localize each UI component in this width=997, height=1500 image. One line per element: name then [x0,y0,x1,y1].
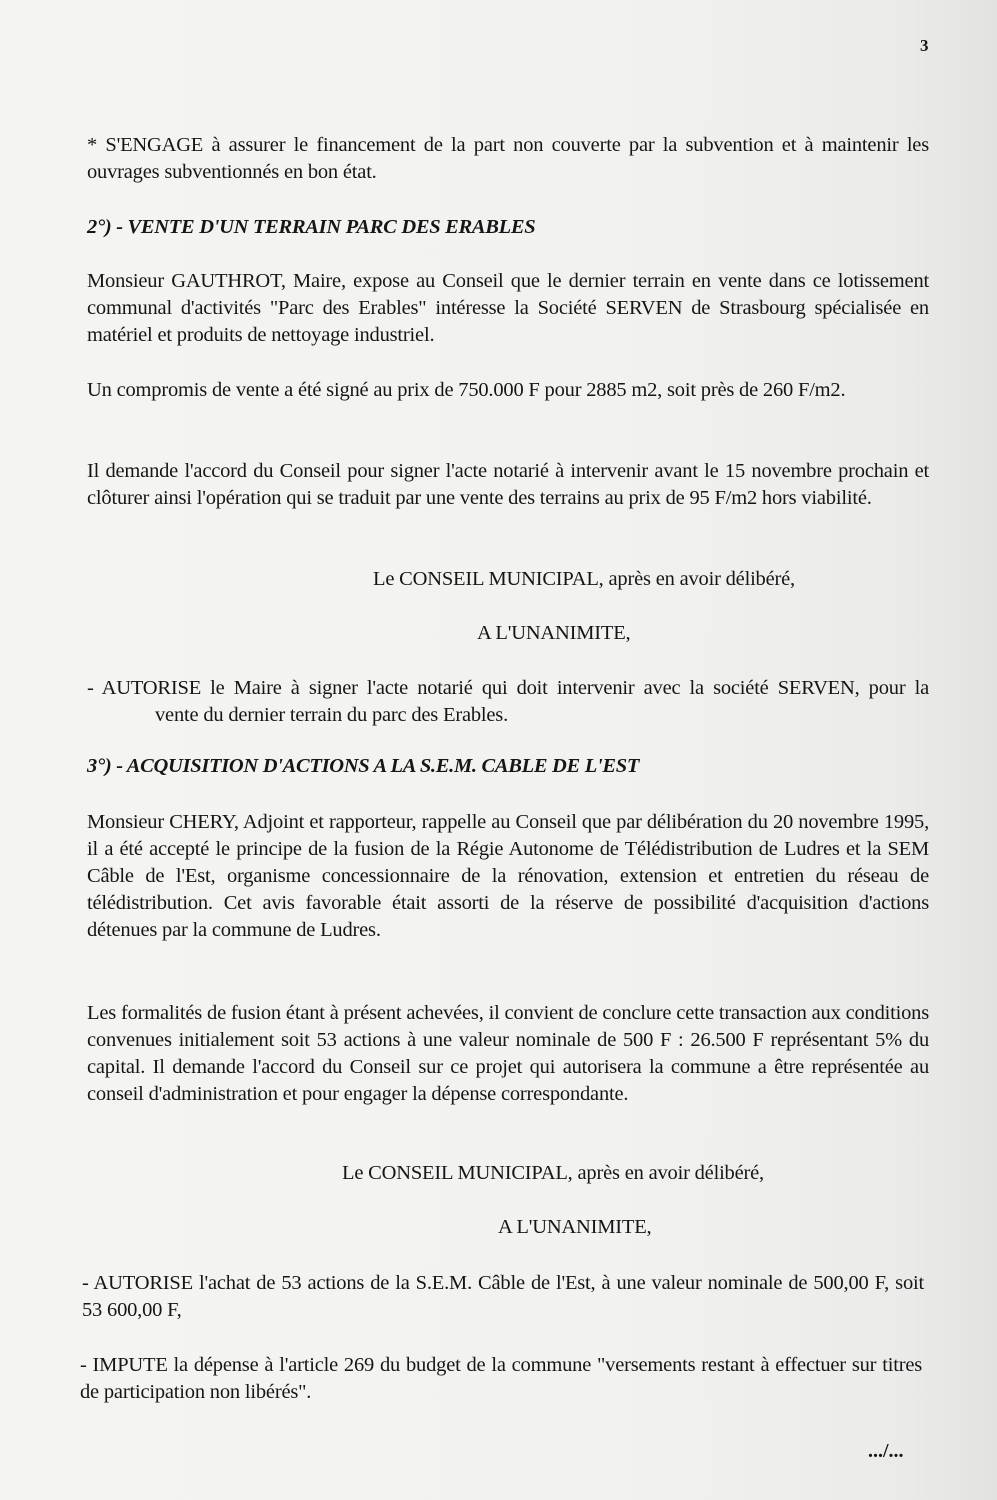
section-2-heading: 2°) - VENTE D'UN TERRAIN PARC DES ERABLES [87,216,536,238]
page-number: 3 [920,36,929,55]
section-2-paragraph-3: Il demande l'accord du Conseil pour signer l'acte notarié à intervenir avant le 15 novembre prochain et clôturer ainsi l'opération qui se traduit par une vente des terrains au prix de 95 F/m2 hors viabilité. [87,460,929,509]
section-3-paragraph-1: Monsieur CHERY, Adjoint et rapporteur, rappelle au Conseil que par délibération du 20 novembre 1995, il a été accepté le principe de la fusion de la Régie Autonome de Télédistribution de Ludres et la SEM Câble de l'Est, organisme concessionnaire de la rénovation, extension et entretien du réseau de télédistribution. Cet avis favorable était assorti de la réserve de possibilité d'acquisition d'actions détenues par la commune de Ludres. [87,811,929,941]
section-3-paragraph-2: Les formalités de fusion étant à présent achevées, il convient de conclure cette transaction aux conditions convenues initialement soit 53 actions à une valeur nominale de 500 F : 26.500 F représentant 5% du capital. Il demande l'accord du Conseil sur ce projet qui autorisera la commune a être représentée au conseil d'administration et pour engager la dépense correspondante. [87,1002,929,1105]
section-3-decision-1: - AUTORISE l'achat de 53 actions de la S.E.M. Câble de l'Est, à une valeur nominale de 500,00 F, soit 53 600,00 F, [82,1272,924,1321]
section-2-council-statement: Le CONSEIL MUNICIPAL, après en avoir délibéré, [373,568,795,590]
section-3-heading: 3°) - ACQUISITION D'ACTIONS A LA S.E.M. CABLE DE L'EST [87,755,640,777]
section-2-vote: A L'UNANIMITE, [477,622,631,644]
section-3-vote: A L'UNANIMITE, [498,1216,652,1238]
continuation-mark: .../... [868,1440,904,1462]
engagement-paragraph: * S'ENGAGE à assurer le financement de la part non couverte par la subvention et à maintenir les ouvrages subventionnés en bon état. [87,134,929,183]
section-2-decision [87,675,929,729]
section-3-decision-2: - IMPUTE la dépense à l'article 269 du budget de la commune "versements restant à effectuer sur titres de participation non libérés". [80,1354,922,1403]
section-2-paragraph-2: Un compromis de vente a été signé au prix de 750.000 F pour 2885 m2, soit près de 260 F/m2. [87,379,846,401]
section-2-decision-text: - AUTORISE le Maire à signer l'acte notarié qui doit intervenir avec la société SERVEN, pour la [87,677,929,699]
section-2-decision-text-end: vente du dernier terrain du parc des Erables. [155,704,509,726]
section-2-paragraph-1: Monsieur GAUTHROT, Maire, expose au Conseil que le dernier terrain en vente dans ce lotissement communal d'activités "Parc des Erables" intéresse la Société SERVEN de Strasbourg spécialisée en matériel et produits de nettoyage industriel. [87,270,929,346]
section-3-council-statement: Le CONSEIL MUNICIPAL, après en avoir délibéré, [342,1162,764,1184]
